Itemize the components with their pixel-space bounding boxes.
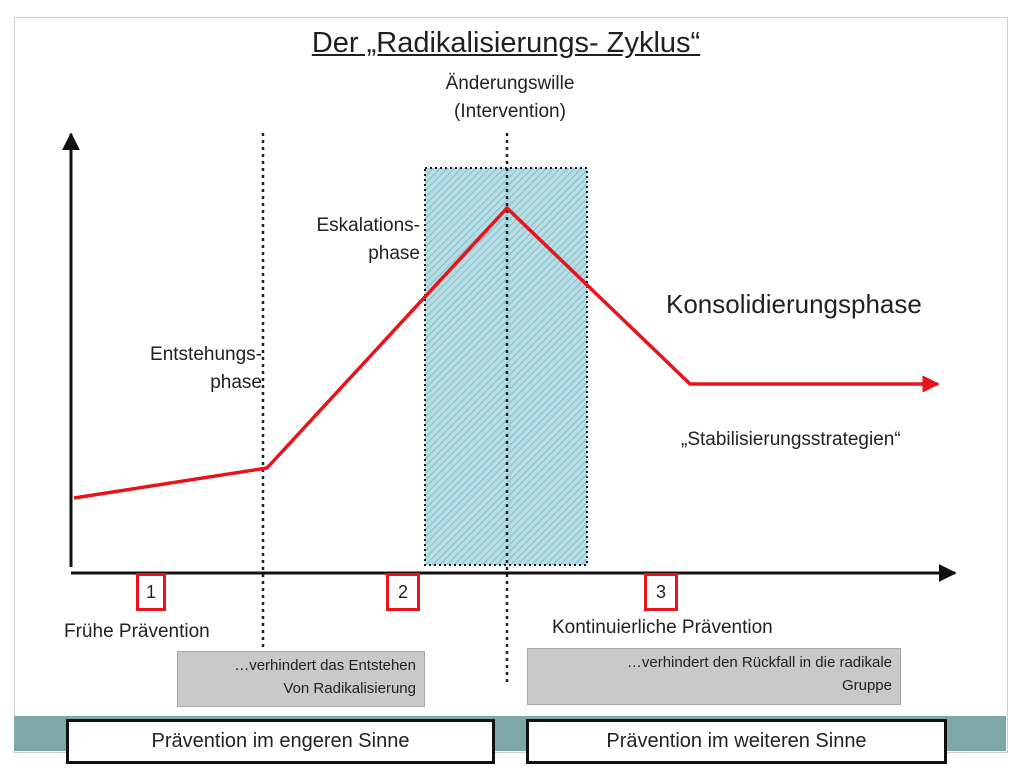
eskalation-label-line-2: phase <box>368 243 420 264</box>
stabilisierung-label: „Stabilisierungsstrategien“ <box>681 429 901 450</box>
entstehung-label-line-1: Entstehungs- <box>150 344 262 365</box>
marker-2: 2 <box>386 573 420 611</box>
continuous-prevention-note <box>527 648 901 705</box>
footer-wide-sense: Prävention im weiteren Sinne <box>526 719 947 764</box>
early-prevention-note-line-2: Von Radikalisierung <box>283 680 416 697</box>
konsolidierung-label: Konsolidierungsphase <box>666 289 922 319</box>
entstehung-label-line-2: phase <box>210 372 262 393</box>
eskalation-label-line-1: Eskalations- <box>316 215 420 236</box>
marker-3: 3 <box>644 573 678 611</box>
intervention-label-line-1: Änderungswille <box>445 73 575 94</box>
continuous-prevention-note-line-1: …verhindert den Rückfall in die radikale <box>626 654 892 671</box>
early-prevention-note-line-1: …verhindert das Entstehen <box>234 657 416 674</box>
early-prevention-note <box>177 651 425 707</box>
intervention-label-line-2: (Intervention) <box>454 101 566 122</box>
footer-narrow-sense: Prävention im engeren Sinne <box>66 719 495 764</box>
eskalation-label <box>270 212 420 268</box>
marker-1: 1 <box>136 573 166 611</box>
entstehung-label <box>110 341 262 397</box>
continuous-prevention-label: Kontinuierliche Prävention <box>552 617 773 638</box>
early-prevention-label: Frühe Prävention <box>64 621 210 642</box>
page-title: Der „Radikalisierungs- Zyklus“ <box>311 27 701 59</box>
continuous-prevention-note-line-2: Gruppe <box>841 677 892 694</box>
